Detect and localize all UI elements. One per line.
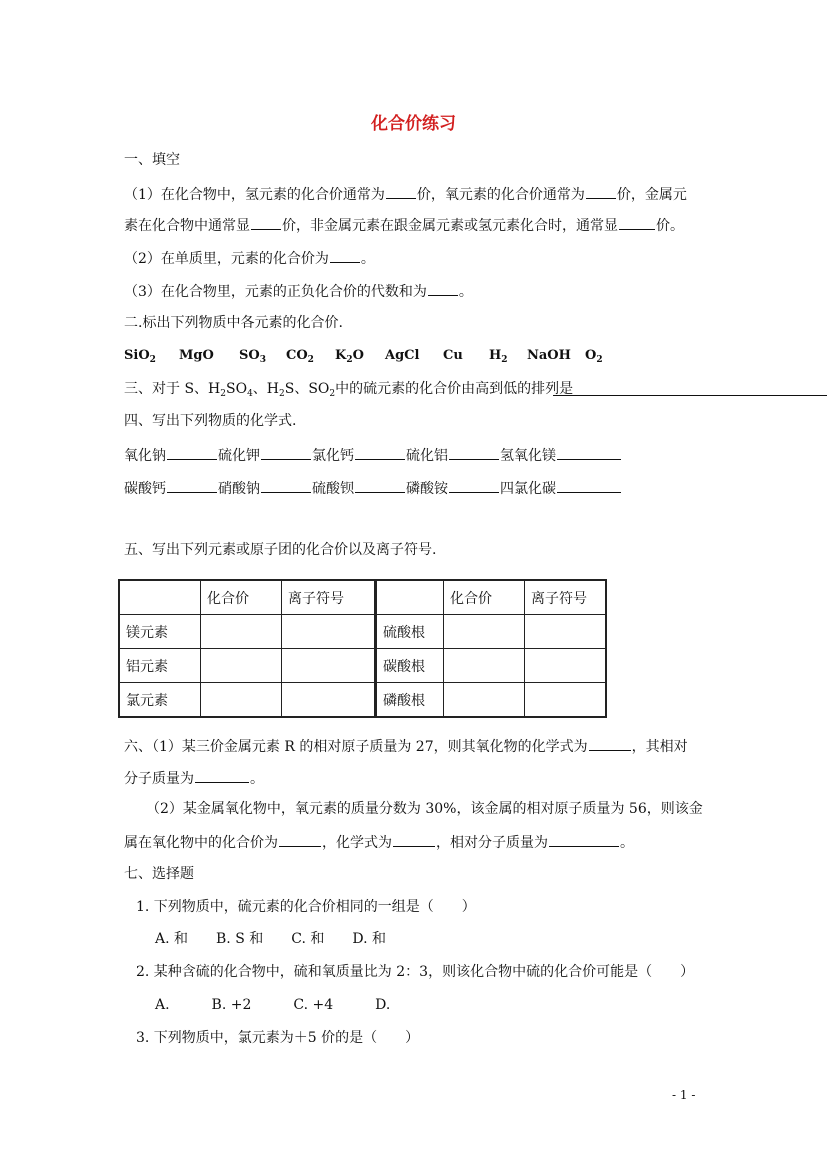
question-3: （3）在化合物里，元素的正负化合价的代数和为 。 xyxy=(124,281,473,301)
table-header-row xyxy=(119,580,606,615)
question-1-line-2: 素在化合物中通常显 价，非金属元素在跟金属元素或氢元素化合时，通常显 价。 xyxy=(124,215,684,235)
mc-question-2-options: A. B. +2 C. +4 D. xyxy=(155,997,391,1013)
table-cell: 铝元素 xyxy=(119,649,201,683)
table-cell xyxy=(119,580,201,615)
formula-blank-row-1: 氧化钠 硫化钾 氯化钙 硫化铝 氢氧化镁 xyxy=(124,445,622,465)
formula-item: MgO xyxy=(179,348,214,363)
table-row xyxy=(119,615,606,649)
table-cell xyxy=(282,683,376,718)
mc-question-2: 2. 某种含硫的化合物中，硫和氧质量比为 2：3，则该化合物中硫的化合价可能是（ ） xyxy=(136,964,695,980)
table-cell xyxy=(525,683,607,718)
table-header: 离子符号 xyxy=(525,580,607,615)
table-cell: 氯元素 xyxy=(119,683,201,718)
mc-question-3: 3. 下列物质中，氯元素为＋5 价的是（ ） xyxy=(136,1030,420,1046)
formula-item: $CO_2$ xyxy=(286,348,314,365)
section-2-heading: 二.标出下列物质中各元素的化合价. xyxy=(124,315,343,331)
table-cell: 碳酸根 xyxy=(376,649,444,683)
formula-item: $O_2$ xyxy=(585,348,603,365)
table-header: 离子符号 xyxy=(282,580,376,615)
valence-table xyxy=(118,579,607,718)
problem-6-1-line-1: 六、（1）某三价金属元素 R 的相对原子质量为 27，则其氧化物的化学式为 ，其相对 xyxy=(124,736,688,756)
page-number: - 1 - xyxy=(672,1088,696,1102)
question-2: （2）在单质里，元素的化合价为 。 xyxy=(124,248,375,268)
formula-item: $SO_3$ xyxy=(239,348,266,365)
table-cell: 镁元素 xyxy=(119,615,201,649)
table-row xyxy=(119,649,606,683)
section-5-heading: 五、写出下列元素或原子团的化合价以及离子符号. xyxy=(124,542,437,558)
table-cell xyxy=(525,649,607,683)
formula-item: SiO$_2$ xyxy=(124,348,156,365)
table-header: 化合价 xyxy=(444,580,525,615)
table-cell xyxy=(525,615,607,649)
mc-question-1: 1. 下列物质中，硫元素的化合价相同的一组是（ ） xyxy=(136,899,476,915)
question-1-line-1: （1）在化合物中，氢元素的化合价通常为 价，氧元素的化合价通常为 价，金属元 xyxy=(124,184,687,204)
table-cell xyxy=(444,683,525,718)
problem-6-2-line-2: 属在氧化物中的化合价为 ，化学式为 ，相对分子质量为 。 xyxy=(124,832,634,852)
problem-6-2-line-1: （2）某金属氧化物中，氧元素的质量分数为 30%，该金属的相对原子质量为 56，则该金 xyxy=(146,801,703,817)
table-cell xyxy=(282,615,376,649)
mc-question-1-options: A. 和 B. S 和 C. 和 D. 和 xyxy=(155,931,386,947)
problem-6-1-line-2: 分子质量为 。 xyxy=(124,768,264,788)
formula-item: $K_2O$ xyxy=(335,348,364,365)
section-1-heading: 一、填空 xyxy=(124,152,180,168)
table-cell xyxy=(444,649,525,683)
answer-line xyxy=(553,395,827,396)
formula-item: AgCl xyxy=(385,348,420,363)
formula-item: NaOH xyxy=(527,348,571,363)
section-3-line: 三、对于 S、$H_2SO_4$、$H_2S$、$SO_2$中的硫元素的化合价由高到低的排列是 xyxy=(124,381,574,399)
formula-item: Cu xyxy=(443,348,463,363)
table-cell xyxy=(376,580,444,615)
table-cell: 硫酸根 xyxy=(376,615,444,649)
table-cell xyxy=(282,649,376,683)
section-7-heading: 七、选择题 xyxy=(124,866,194,882)
table-cell xyxy=(201,649,282,683)
formula-item: $H_2$ xyxy=(489,348,508,365)
page-title: 化合价练习 xyxy=(371,114,456,134)
formula-row xyxy=(124,347,603,365)
formula-blank-row-2: 碳酸钙 硝酸钠 硫酸钡 磷酸铵 四氯化碳 xyxy=(124,478,622,498)
table-cell xyxy=(444,615,525,649)
table-row xyxy=(119,683,606,718)
table-cell xyxy=(201,615,282,649)
section-4-heading: 四、写出下列物质的化学式. xyxy=(124,413,297,429)
table-header: 化合价 xyxy=(201,580,282,615)
table-cell xyxy=(201,683,282,718)
table-cell: 磷酸根 xyxy=(376,683,444,718)
